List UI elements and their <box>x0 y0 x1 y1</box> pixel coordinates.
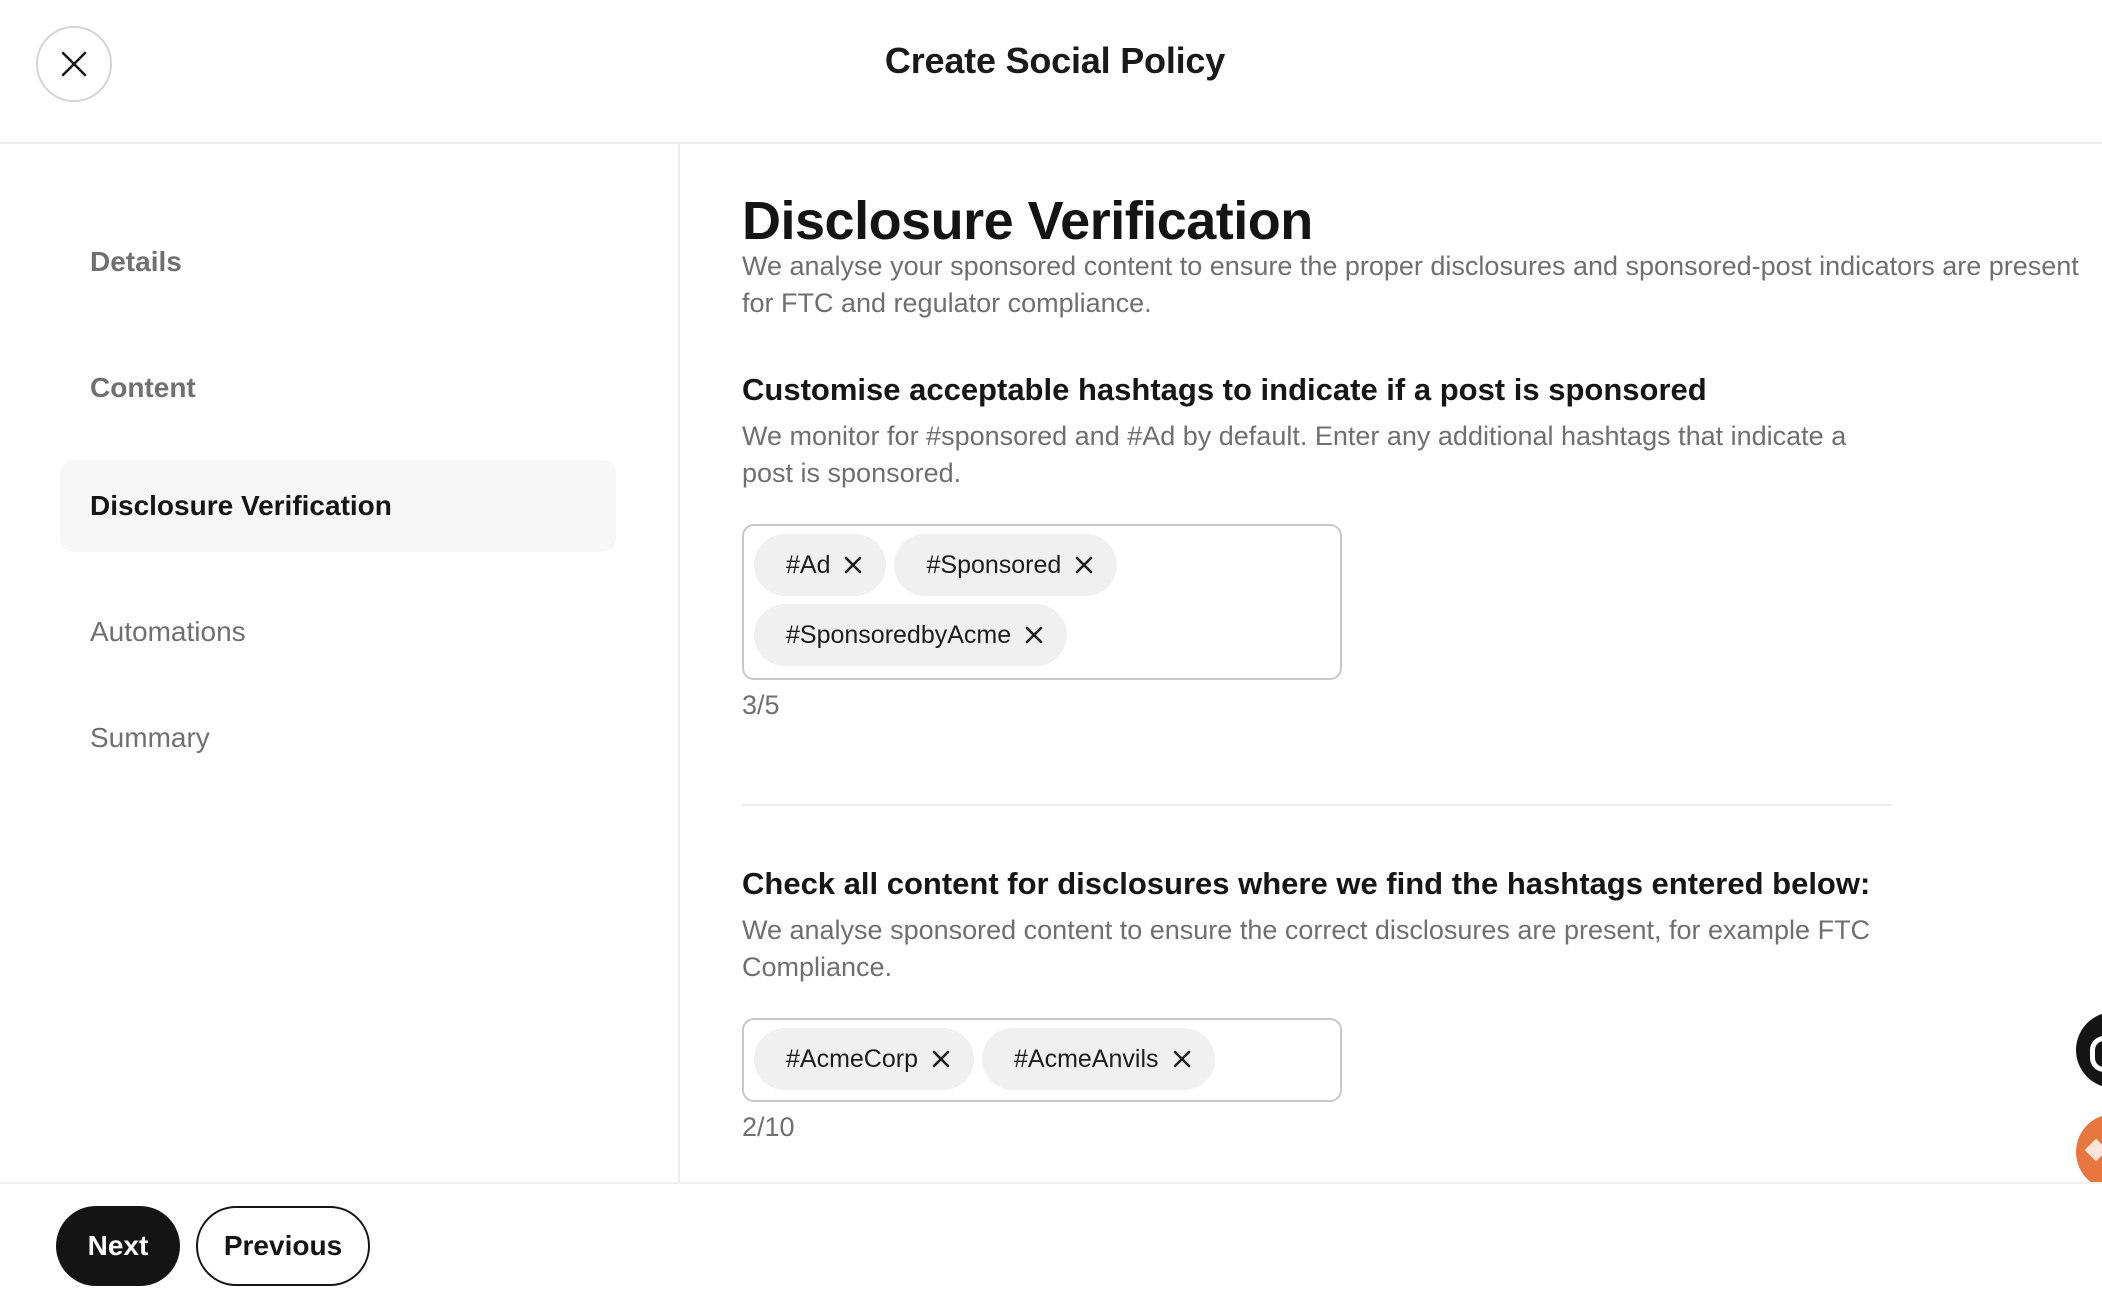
page-title-text: Create Social Policy <box>884 40 1226 81</box>
header <box>0 0 2102 144</box>
next-button[interactable]: Next <box>56 1206 180 1286</box>
hashtag-chip-sponsoredbyacme[interactable] <box>754 604 1067 666</box>
sidebar-item-label: Automations <box>90 616 246 647</box>
sidebar-item-content[interactable] <box>60 342 616 434</box>
section-description: We analyse your sponsored content to ensure the proper disclosures and sponsored-post indicators are present for FTC and regulator compliance. <box>742 251 2079 318</box>
page-title <box>0 40 2102 82</box>
chip-label: #AcmeCorp <box>786 1044 918 1073</box>
assistant-widget-button[interactable] <box>2076 1114 2102 1190</box>
section-divider <box>742 804 1892 806</box>
sidebar-item-label: Disclosure Verification <box>90 490 392 521</box>
sponsored-hashtags-heading: Customise acceptable hashtags to indicate if a post is sponsored <box>742 372 1707 407</box>
hashtag-chip-acmecorp[interactable] <box>754 1028 974 1090</box>
chip-label: #Sponsored <box>926 550 1062 579</box>
check-hashtags-counter: 2/10 <box>742 1112 795 1142</box>
sidebar-item-automations[interactable] <box>60 586 616 678</box>
chip-label: #Ad <box>786 550 831 579</box>
previous-button[interactable]: Previous <box>196 1206 370 1286</box>
remove-tag-icon[interactable] <box>844 556 862 574</box>
sidebar-nav <box>0 144 680 1182</box>
section-title: Disclosure Verification <box>742 191 1313 251</box>
chip-label: #AcmeAnvils <box>1014 1044 1159 1073</box>
sponsored-hashtags-description: We monitor for #sponsored and #Ad by default. Enter any additional hashtags that indicate a post is sponsored. <box>742 421 1847 488</box>
chip-label: #SponsoredbyAcme <box>786 620 1012 649</box>
hashtag-chip-sponsored[interactable] <box>894 534 1117 596</box>
sidebar-item-disclosure-verification[interactable] <box>60 460 616 552</box>
check-hashtags-input[interactable] <box>742 1018 1342 1102</box>
sidebar-item-summary[interactable] <box>60 692 616 784</box>
remove-tag-icon[interactable] <box>1173 1050 1191 1068</box>
sidebar-item-label: Content <box>90 372 196 403</box>
hashtag-chip-acmeanvils[interactable] <box>982 1028 1215 1090</box>
chat-widget-button[interactable] <box>2076 1012 2102 1088</box>
check-hashtags-description: We analyse sponsored content to ensure the correct disclosures are present, for example FTC Compliance. <box>742 915 1871 982</box>
sidebar-item-details[interactable] <box>60 216 616 308</box>
sponsored-hashtags-counter: 3/5 <box>742 690 780 720</box>
remove-tag-icon[interactable] <box>1075 556 1093 574</box>
remove-tag-icon[interactable] <box>1025 626 1043 644</box>
hashtag-chip-ad[interactable] <box>754 534 886 596</box>
sidebar-item-label: Summary <box>90 722 210 753</box>
check-hashtags-heading: Check all content for disclosures where we find the hashtags entered below: <box>742 866 1871 901</box>
remove-tag-icon[interactable] <box>932 1050 950 1068</box>
sidebar-item-label: Details <box>90 246 182 277</box>
sponsored-hashtags-input[interactable] <box>742 524 1342 680</box>
footer <box>0 1182 2102 1298</box>
